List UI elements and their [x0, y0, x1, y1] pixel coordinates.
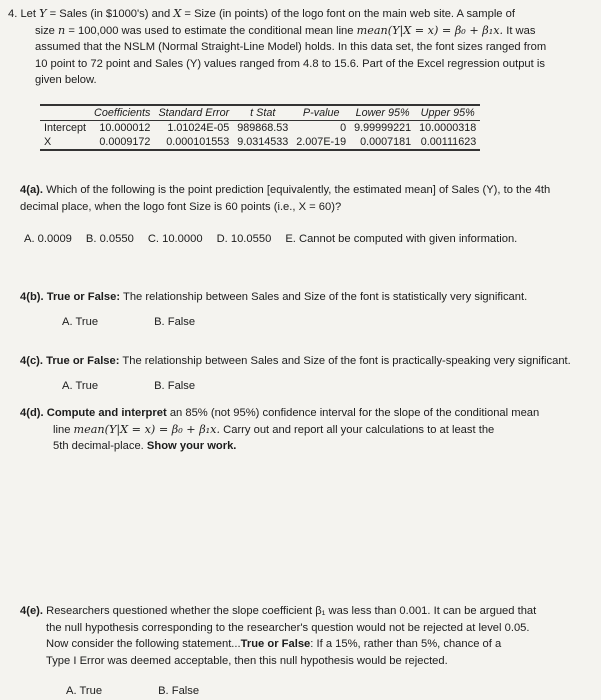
option-true[interactable]: A. True	[62, 315, 99, 328]
question-4e: 4(e). Researchers questioned whether the slope coefficient β₁ was less than 0.001. It can be argued that the null hypothesis corresponding to the researcher's question would not be rejected at level 0.05. Now consider the following statement...True or False: If a 15%, rather than 5%, chance of a Type I Error was deemed acceptable, then this null hypothesis would be rejected. A. True B. False	[20, 603, 594, 700]
q4a-options	[20, 231, 594, 248]
option-c[interactable]: C. 10.0000	[147, 233, 203, 245]
option-true[interactable]: A. True	[66, 685, 103, 697]
question-4c: 4(c). True or False: The relationship between Sales and Size of the font is practically-speaking very significant. A. True B. False	[20, 353, 594, 394]
problem-number: 4.	[8, 8, 18, 20]
option-true[interactable]: A. True	[62, 379, 99, 392]
option-false[interactable]: B. False	[154, 315, 196, 328]
question-4b: 4(b). True or False: The relationship between Sales and Size of the font is statistically very significant. A. True B. False	[20, 289, 594, 330]
q4b-options	[20, 314, 594, 331]
option-false[interactable]: B. False	[154, 379, 196, 392]
option-false[interactable]: B. False	[158, 685, 200, 697]
mean-line-formula: mean(Y|X = x) = β₀ + β₁x.	[73, 422, 221, 436]
question-4a: 4(a). Which of the following is the point prediction [equivalently, the estimated mean] of Sales (Y), to the 4th decimal place, when the logo font Size is 60 points (i.e., X = 60)? A. 0.0009 B. 0.0550 C. 10.0000 D. 10.0550 E. Cannot be computed with given information.	[20, 182, 594, 248]
regression-output-table	[40, 104, 480, 151]
problem-intro: 4. Let Y = Sales (in $1000's) and X = Size (in points) of the logo font on the main web site. A sample of size n = 100,000 was used to estimate the conditional mean line mean(Y|X = x) = β₀ + β₁x. It was assumed that the NSLM (Normal Straight-Line Model) holds. In this data set, the font sizes ranged from 10 point to 72 point and Sales (Y) values ranged from 4.8 to 15.6. Part of the Excel regression output is given below.	[8, 7, 547, 86]
table-row: X 0.0009172 0.000101553 9.0314533 2.007E-19 0.0007181 0.00111623	[40, 135, 480, 150]
q4c-options	[20, 378, 594, 395]
table-row: Intercept 10.000012 1.01024E-05 989868.53 0 9.99999221 10.0000318	[44, 122, 477, 134]
option-d[interactable]: D. 10.0550	[216, 233, 272, 245]
q4e-options	[20, 683, 594, 700]
table-header-row: Coefficients Standard Error t Stat P-value Lower 95% Upper 95%	[40, 105, 480, 121]
option-b[interactable]: B. 0.0550	[85, 233, 134, 245]
option-a[interactable]: A. 0.0009	[24, 233, 72, 245]
question-4d: 4(d). Compute and interpret an 85% (not 95%) confidence interval for the slope of the conditional mean line mean(Y|X = x) = β₀ + β₁x. Carry out and report all your calculations to at least the 5th decimal-place. Show your work.	[20, 407, 540, 452]
mean-line-formula: mean(Y|X = x) = β₀ + β₁x.	[356, 23, 504, 37]
option-e[interactable]: E. Cannot be computed with given information.	[285, 233, 518, 245]
